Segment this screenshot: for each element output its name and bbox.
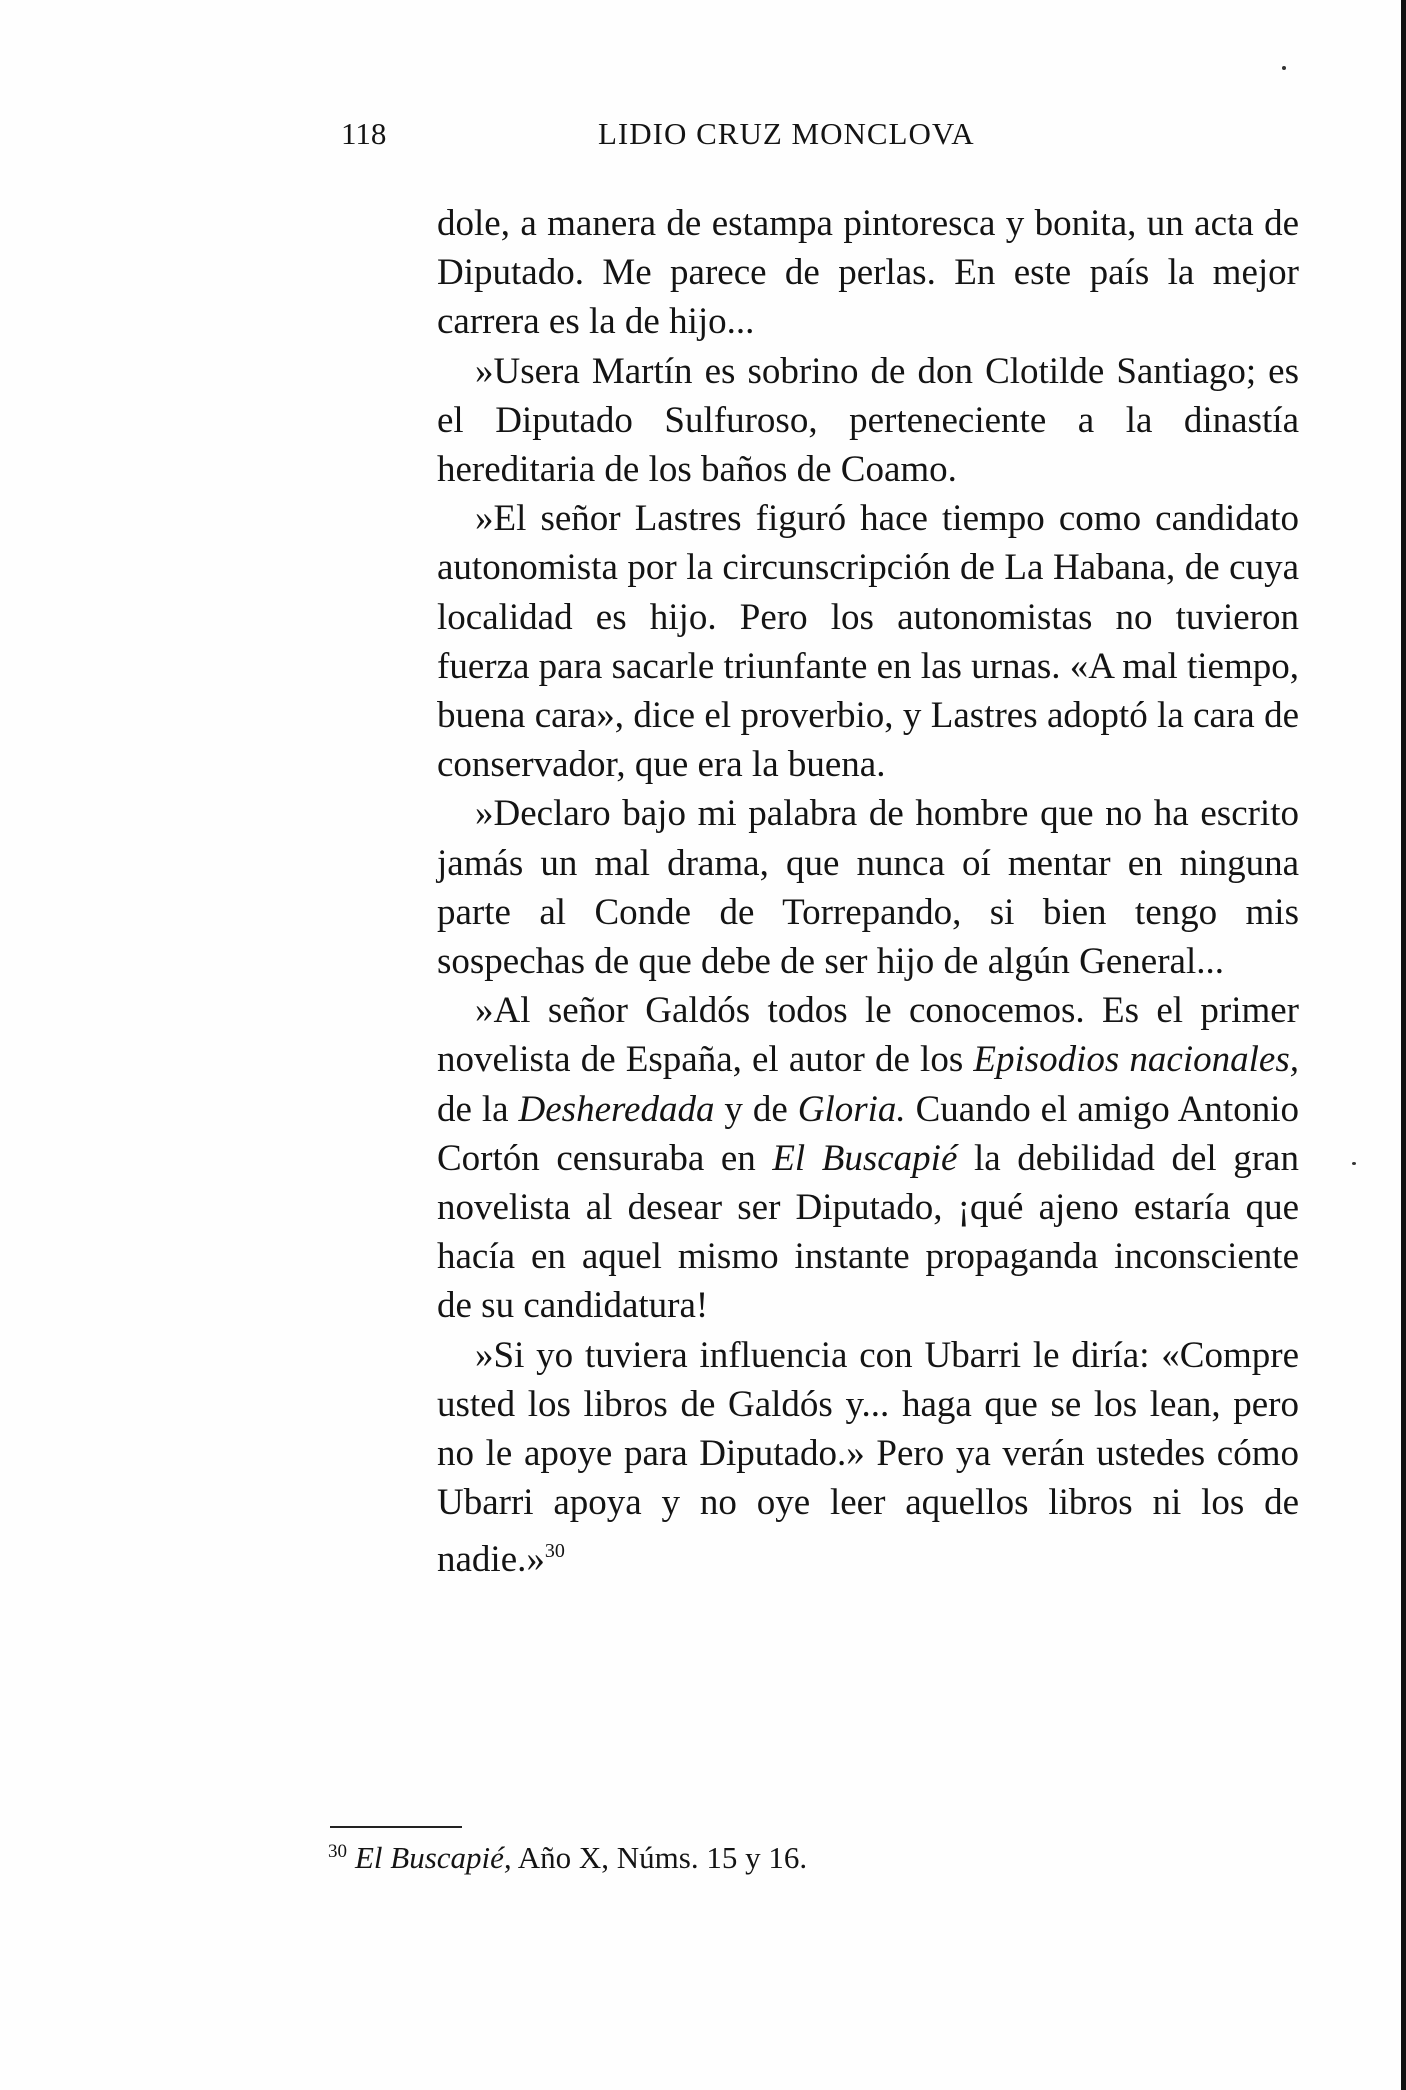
italic-title: Episodios nacionales, (973, 1039, 1299, 1081)
footnote-rule (330, 1826, 462, 1828)
text-run: y de (714, 1088, 798, 1130)
footnote-number: 30 (328, 1841, 347, 1862)
running-head: LIDIO CRUZ MONCLOVA (598, 116, 975, 151)
text-run: de la (437, 1088, 519, 1130)
text-run: »Al señor Galdós todos le conocemos. Es el primer novelista de España, el autor de los (437, 990, 1299, 1081)
paragraph: »El señor Lastres figuró hace tiempo como candidato autonomista por la circunscripción de La Habana, de cuya localidad es hijo. Pero los autonomistas no tuvieron fuerza para sacarle triunfante en las urnas. «A mal tiempo, buena cara», dice el proverbio, y Lastres adoptó la cara de conservador, que era la buena. (437, 498, 1299, 786)
paragraph (437, 986, 1299, 1330)
footnote (328, 1840, 807, 1876)
text-run: Cuando el amigo Antonio Cortón censuraba en (437, 1088, 1299, 1179)
footnote-reference: 30 (544, 1540, 565, 1563)
footnote-text: Año X, Núms. 15 y 16. (511, 1840, 808, 1875)
paragraph: »Usera Martín es sobrino de don Clotilde Santiago; es el Diputado Sulfuroso, perteneciente a la dinastía hereditaria de los baños de Coamo. (437, 350, 1299, 491)
scan-speck (1352, 1162, 1356, 1165)
italic-title: El Buscapié (772, 1137, 958, 1179)
page-header (0, 116, 1406, 166)
italic-title: Desheredada (518, 1088, 715, 1130)
page-edge-border (1401, 0, 1406, 2090)
body-text (437, 199, 1299, 1585)
footnote-source-title: El Buscapié, (355, 1840, 512, 1875)
paragraph: »Declaro bajo mi palabra de hombre que no ha escrito jamás un mal drama, que nunca oí mentar en ninguna parte al Conde de Torrepando, si bien tengo mis sospechas de que debe de ser hijo de algún General... (437, 793, 1299, 983)
scan-speck (1282, 66, 1286, 70)
italic-title: Gloria. (797, 1088, 906, 1130)
paragraph (437, 1331, 1299, 1585)
text-run: la debilidad del gran novelista al desear ser Diputado, ¡qué ajeno estaría que hacía en aquel mismo instante propaganda inconsciente de su candidatura! (437, 1137, 1299, 1327)
paragraph: dole, a manera de estampa pintoresca y bonita, un acta de Diputado. Me parece de perlas. En este país la mejor carrera es la de hijo... (437, 203, 1299, 343)
page-number: 118 (341, 116, 387, 151)
text-run: »Si yo tuviera influencia con Ubarri le diría: «Compre usted los libros de Galdós y... haga que se los lean, pero no le apoye para Diputado.» Pero ya verán ustedes cómo Ubarri apoya y no oye leer aquellos libros ni los de nadie.» (437, 1334, 1299, 1581)
